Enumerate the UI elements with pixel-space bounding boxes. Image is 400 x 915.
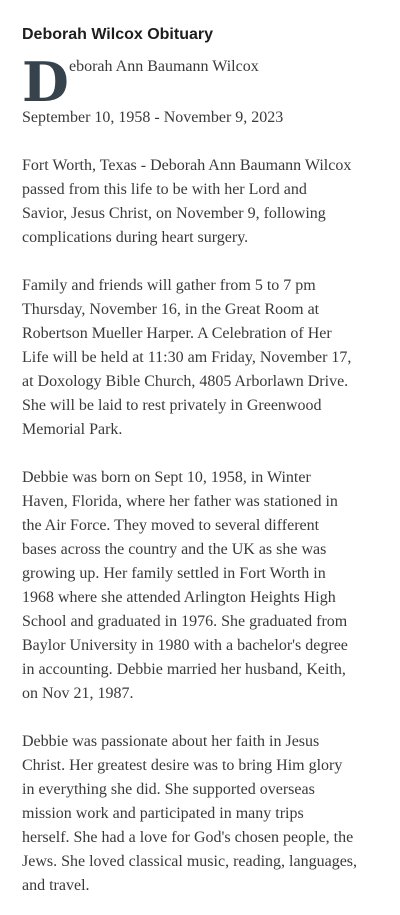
paragraph-line: and travel.	[22, 877, 90, 894]
paragraph-line: Memorial Park.	[22, 421, 123, 438]
life-dates: September 10, 1958 - November 9, 2023	[22, 109, 284, 126]
paragraph-line: Family and friends will gather from 5 to 7 pm	[22, 277, 316, 294]
paragraph-line: Savior, Jesus Christ, on November 9, following	[22, 205, 326, 222]
paragraph-faith	[22, 730, 388, 898]
paragraph-biography	[22, 466, 388, 706]
paragraph-line: Debbie was born on Sept 10, 1958, in Winter	[22, 469, 311, 486]
paragraph-line: herself. She had a love for God's chosen people, the	[22, 829, 354, 846]
paragraph-announcement	[22, 154, 388, 250]
paragraph-line: Thursday, November 16, in the Great Room at	[22, 301, 320, 318]
paragraph-line: on Nov 21, 1987.	[22, 685, 134, 702]
paragraph-line: 1968 where she attended Arlington Heights High	[22, 589, 336, 606]
paragraph-line: Debbie was passionate about her faith in Jesus	[22, 733, 320, 750]
page-title: Deborah Wilcox Obituary	[22, 26, 213, 43]
paragraph-line: Jews. She loved classical music, reading, languages,	[22, 853, 358, 870]
paragraph-services	[22, 274, 388, 442]
paragraph-line: complications during heart surgery.	[22, 229, 249, 246]
obituary-article	[22, 22, 388, 898]
paragraph-line: Life will be held at 11:30 am Friday, November 17,	[22, 349, 352, 366]
paragraph-line: Fort Worth, Texas - Deborah Ann Baumann Wilcox	[22, 157, 352, 174]
paragraph-line: bases across the country and the UK as she was	[22, 541, 327, 558]
paragraph-line: growing up. Her family settled in Fort Worth in	[22, 565, 326, 582]
paragraph-line: Haven, Florida, where her father was stationed in	[22, 493, 338, 510]
name-heading	[22, 50, 388, 114]
paragraph-line: mission work and participated in many trips	[22, 805, 304, 822]
full-name-text: eborah Ann Baumann Wilcox	[69, 58, 259, 75]
drop-cap: D	[22, 50, 69, 114]
paragraph-line: in everything she did. She supported overseas	[22, 781, 315, 798]
paragraph-line: at Doxology Bible Church, 4805 Arborlawn Drive.	[22, 373, 349, 390]
paragraph-line: She will be laid to rest privately in Greenwood	[22, 397, 322, 414]
paragraph-line: passed from this life to be with her Lord and	[22, 181, 307, 198]
paragraph-line: in accounting. Debbie married her husband, Keith,	[22, 661, 346, 678]
paragraph-line: the Air Force. They moved to several different	[22, 517, 320, 534]
paragraph-line: School and graduated in 1976. She graduated from	[22, 613, 348, 630]
paragraph-line: Christ. Her greatest desire was to bring Him glory	[22, 757, 343, 774]
paragraph-line: Robertson Mueller Harper. A Celebration of Her	[22, 325, 332, 342]
paragraph-line: Baylor University in 1980 with a bachelor's degree	[22, 637, 348, 654]
